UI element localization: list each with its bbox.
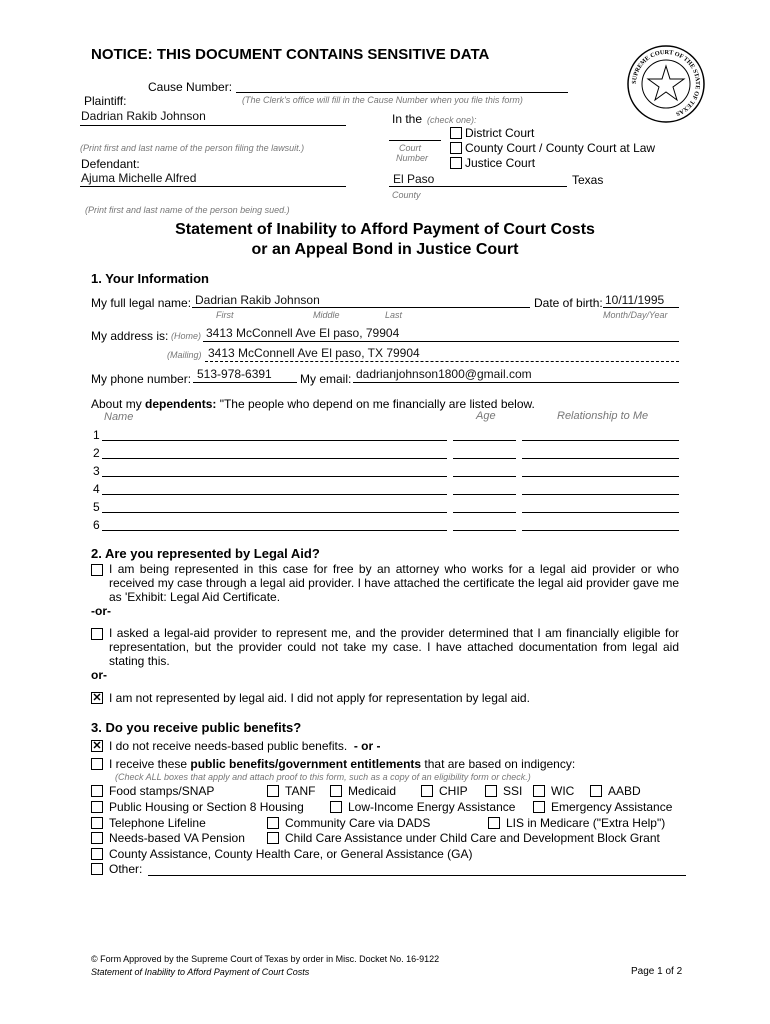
defendant-hint: (Print first and last name of the person being sued.) [85, 205, 290, 215]
justice-court-label: Justice Court [465, 156, 536, 170]
receive-benefits-text [109, 757, 575, 771]
district-court-label: District Court [465, 126, 535, 140]
lis-medicare-label: LIS in Medicare ("Extra Help") [506, 816, 666, 830]
county-court-label: County Court / County Court at Law [465, 141, 656, 155]
community-care-checkbox[interactable] [267, 817, 279, 829]
legal-aid-represented-checkbox[interactable] [91, 564, 103, 576]
public-housing-checkbox[interactable] [91, 801, 103, 813]
community-care-label: Community Care via DADS [285, 816, 431, 830]
dependent-relationship-line[interactable] [522, 530, 679, 531]
dependent-row-number: 5 [93, 500, 100, 514]
cause-number-line[interactable] [236, 92, 568, 93]
chip-label: CHIP [439, 784, 468, 798]
va-pension-label: Needs-based VA Pension [109, 831, 245, 845]
child-care-checkbox[interactable] [267, 832, 279, 844]
in-the-label: In the [392, 112, 423, 126]
wic-label: WIC [551, 784, 575, 798]
dependent-age-line[interactable] [453, 512, 516, 513]
plaintiff-line [80, 125, 346, 126]
dependent-age-line[interactable] [453, 494, 516, 495]
dependent-age-line[interactable] [453, 530, 516, 531]
email-value[interactable]: dadrianjohnson1800@gmail.com [356, 367, 532, 381]
full-name-line [192, 307, 530, 308]
dependent-name-line[interactable] [102, 530, 447, 531]
or-separator-2: or- [91, 668, 107, 682]
section-2-heading: 2. Are you represented by Legal Aid? [91, 546, 320, 561]
form-title-line-1: Statement of Inability to Afford Payment of Court Costs [175, 221, 595, 238]
dependent-row-number: 1 [93, 428, 100, 442]
check-one-hint: (check one): [427, 115, 477, 125]
dependent-row-number: 6 [93, 518, 100, 532]
footer-form-name: Statement of Inability to Afford Payment of Court Costs [91, 967, 310, 977]
dependents-intro-post: "The people who depend on me financially are listed below. [216, 397, 535, 411]
court-number-hint-1: Court [399, 143, 422, 153]
dob-value[interactable]: 10/11/1995 [605, 293, 665, 307]
dependent-name-line[interactable] [102, 476, 447, 477]
email-label: My email: [300, 372, 352, 386]
col-age-header: Age [476, 410, 496, 422]
tanf-label: TANF [285, 784, 316, 798]
defendant-line [80, 186, 346, 187]
cause-number-label: Cause Number: [148, 80, 233, 94]
dob-hint: Month/Day/Year [603, 310, 668, 320]
county-court-checkbox[interactable] [450, 142, 462, 154]
seal-text: SUPREME COURT OF THE STATE OF TEXAS [630, 48, 702, 118]
col-name-header: Name [104, 411, 134, 423]
check-all-hint: (Check ALL boxes that apply and attach proof to this form, such as a copy of an eligibility form or check.) [115, 772, 531, 782]
county-line [389, 186, 567, 187]
dependents-intro-bold: dependents: [145, 397, 217, 411]
email-line [353, 382, 679, 383]
footer-approval: © Form Approved by the Supreme Court of Texas by order in Misc. Docket No. 16-9122 [91, 954, 440, 964]
tanf-checkbox[interactable] [267, 785, 279, 797]
plaintiff-label: Plaintiff: [84, 94, 127, 108]
cause-number-hint: (The Clerk's office will fill in the Cause Number when you file this form) [242, 95, 523, 105]
telephone-lifeline-label: Telephone Lifeline [109, 816, 206, 830]
full-name-value[interactable]: Dadrian Rakib Johnson [195, 293, 320, 307]
food-stamps-label: Food stamps/SNAP [109, 784, 215, 798]
court-seal [626, 44, 706, 124]
food-stamps-checkbox[interactable] [91, 785, 103, 797]
not-represented-text: I am not represented by legal aid. I did not apply for representation by legal aid. [109, 691, 530, 705]
home-address-value[interactable]: 3413 McConnell Ave El paso, 79904 [206, 326, 400, 340]
dependent-row-number: 2 [93, 446, 100, 460]
no-benefits-text [109, 739, 381, 753]
first-hint: First [216, 310, 234, 320]
court-number-hint-2: Number [396, 153, 429, 163]
form-title-line-2: or an Appeal Bond in Justice Court [251, 241, 519, 258]
legal-aid-eligible-checkbox[interactable] [91, 628, 103, 640]
chip-checkbox[interactable] [421, 785, 433, 797]
dependent-age-line[interactable] [453, 476, 516, 477]
other-line[interactable] [148, 875, 686, 876]
dependent-name-line[interactable] [102, 494, 447, 495]
section-3-heading: 3. Do you receive public benefits? [91, 720, 302, 735]
or-separator-1: -or- [91, 604, 111, 618]
home-hint: (Home) [171, 331, 202, 341]
county-assistance-checkbox[interactable] [91, 848, 103, 860]
dob-line [603, 307, 679, 308]
emergency-assistance-label: Emergency Assistance [551, 800, 673, 814]
dob-label: Date of birth: [534, 296, 603, 310]
low-income-energy-checkbox[interactable] [330, 801, 342, 813]
ssi-checkbox[interactable] [485, 785, 497, 797]
no-benefits-checkbox[interactable]: ✕ [92, 740, 102, 752]
county-assistance-label: County Assistance, County Health Care, or General Assistance (GA) [109, 847, 473, 861]
dependents-intro-pre: About my [91, 397, 146, 411]
receive-benefits-bold: public benefits/government entitlements [190, 757, 422, 771]
dependent-relationship-line[interactable] [522, 440, 679, 441]
last-hint: Last [385, 310, 403, 320]
no-benefits-label: I do not receive needs-based public benefits. [109, 739, 348, 753]
mailing-address-value[interactable]: 3413 McConnell Ave El paso, TX 79904 [208, 346, 420, 360]
dependent-relationship-line[interactable] [522, 458, 679, 459]
dependent-row-number: 3 [93, 464, 100, 478]
emergency-assistance-checkbox[interactable] [533, 801, 545, 813]
va-pension-checkbox[interactable] [91, 832, 103, 844]
medicaid-checkbox[interactable] [330, 785, 342, 797]
plaintiff-value[interactable]: Dadrian Rakib Johnson [81, 109, 206, 123]
full-name-label: My full legal name: [91, 296, 192, 310]
telephone-lifeline-checkbox[interactable] [91, 817, 103, 829]
no-benefits-or: - or - [353, 739, 381, 753]
court-number-line[interactable] [389, 140, 441, 141]
col-relationship-header: Relationship to Me [557, 410, 649, 422]
dependent-name-line[interactable] [102, 458, 447, 459]
dependent-age-line[interactable] [453, 458, 516, 459]
seal-star-icon [648, 66, 684, 100]
other-checkbox[interactable] [91, 863, 103, 875]
home-address-line [203, 341, 679, 342]
wic-checkbox[interactable] [533, 785, 545, 797]
county-hint: County [392, 190, 421, 200]
receive-benefits-checkbox[interactable] [91, 758, 103, 770]
receive-benefits-pre: I receive these [109, 757, 191, 771]
phone-line [193, 382, 297, 383]
dependent-age-line[interactable] [453, 440, 516, 441]
dependent-relationship-line[interactable] [522, 494, 679, 495]
dependent-relationship-line[interactable] [522, 476, 679, 477]
dependent-name-line[interactable] [102, 440, 447, 441]
public-housing-label: Public Housing or Section 8 Housing [109, 800, 304, 814]
dependents-intro [91, 397, 535, 411]
dependent-name-line[interactable] [102, 512, 447, 513]
plaintiff-hint: (Print first and last name of the person filing the lawsuit.) [80, 143, 305, 153]
receive-benefits-post: that are based on indigency: [421, 757, 576, 771]
mailing-address-line [205, 361, 679, 362]
medicaid-label: Medicaid [348, 784, 397, 798]
dependent-row-number: 4 [93, 482, 100, 496]
mailing-hint: (Mailing) [167, 350, 202, 360]
section-1-heading: 1. Your Information [91, 271, 209, 286]
state-label: Texas [572, 173, 604, 187]
middle-hint: Middle [313, 310, 340, 320]
justice-court-checkbox[interactable] [450, 157, 462, 169]
footer-page-number: Page 1 of 2 [631, 966, 683, 977]
other-label: Other: [109, 862, 143, 876]
phone-value[interactable]: 513-978-6391 [197, 367, 272, 381]
address-label: My address is: [91, 329, 169, 343]
defendant-value[interactable]: Ajuma Michelle Alfred [81, 171, 197, 185]
aabd-checkbox[interactable] [590, 785, 602, 797]
legal-aid-represented-text: I am being represented in this case for free by an attorney who works for a legal aid provider or who received my case through a legal aid provider. I have attached the certificate the legal aid provider gave me as 'Exhibit: Legal Aid Certificate. [109, 562, 679, 604]
low-income-energy-label: Low-Income Energy Assistance [348, 800, 516, 814]
legal-aid-eligible-text: I asked a legal-aid provider to represent me, and the provider determined that I am financially eligible for representation, but the provider could not take my case. I have attached documentation from legal aid stating this. [109, 626, 679, 668]
dependent-relationship-line[interactable] [522, 512, 679, 513]
district-court-checkbox[interactable] [450, 127, 462, 139]
aabd-label: AABD [608, 784, 641, 798]
not-represented-checkbox[interactable]: ✕ [92, 692, 102, 704]
lis-medicare-checkbox[interactable] [488, 817, 500, 829]
phone-label: My phone number: [91, 372, 192, 386]
ssi-label: SSI [503, 784, 523, 798]
defendant-label: Defendant: [81, 157, 140, 171]
notice-heading: NOTICE: THIS DOCUMENT CONTAINS SENSITIVE DATA [91, 46, 490, 63]
county-value[interactable]: El Paso [393, 172, 435, 186]
child-care-label: Child Care Assistance under Child Care and Development Block Grant [285, 831, 660, 845]
